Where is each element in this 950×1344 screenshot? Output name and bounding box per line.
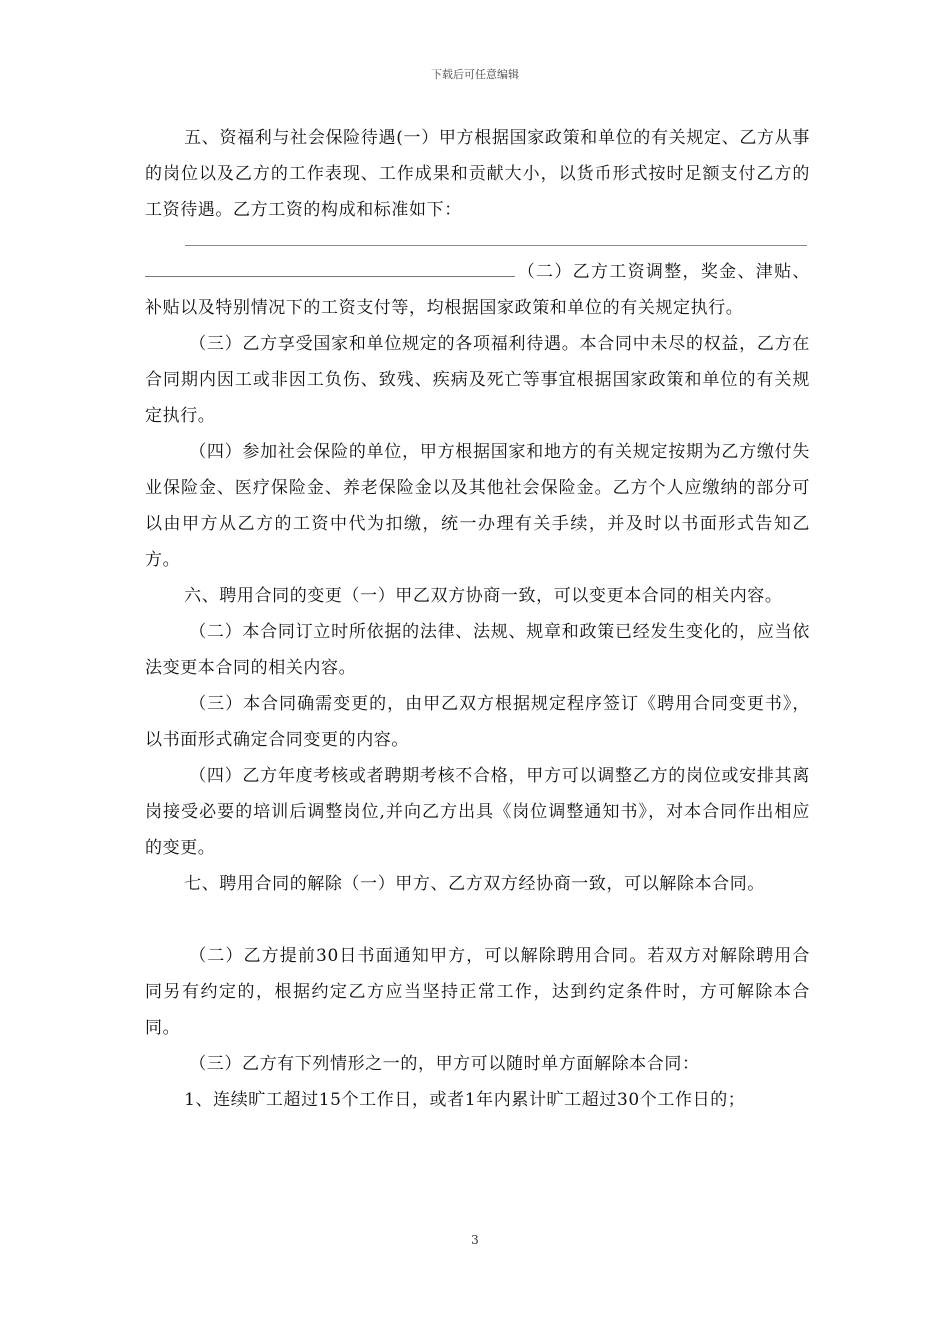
- paragraph-contract-termination: 七、聘用合同的解除（一）甲方、乙方双方经协商一致，可以解除本合同。: [184, 874, 765, 894]
- paragraph-change-procedure: （三）本合同确需变更的，由甲乙双方根据规定程序签订《聘用合同变更书》，以书面形式确定合同变更的内容。: [145, 694, 810, 750]
- document-body: [145, 120, 810, 1118]
- paragraph-law-change: （二）本合同订立时所依据的法律、法规、规章和政策已经发生变化的，应当依法变更本合同的相关内容。: [145, 622, 810, 678]
- fill-in-blank-line: [185, 244, 807, 246]
- paragraph-contract-change: 六、聘用合同的变更（一）甲乙双方协商一致，可以变更本合同的相关内容。: [184, 586, 783, 606]
- fill-in-blank-inline: [145, 262, 515, 277]
- paragraph-unilateral-termination: （三）乙方有下列情形之一的，甲方可以随时单方面解除本合同：: [189, 1054, 700, 1074]
- paragraph-wage-adjustment-text: （二）乙方工资调整，奖金、津贴、补贴以及特别情况下的工资支付等，均根据国家政策和单位的有关规定执行。: [145, 262, 810, 318]
- spacer: [145, 902, 810, 938]
- paragraph-social-insurance: （四）参加社会保险的单位，甲方根据国家和地方的有关规定按期为乙方缴付失业保险金、医疗保险金、养老保险金以及其他社会保险金。乙方个人应缴纳的部分可以由甲方从乙方的工资中代为扣缴，统一办理有关手续，并及时以书面形式告知乙方。: [145, 442, 810, 570]
- paragraph-notice-termination: （二）乙方提前30日书面通知甲方，可以解除聘用合同。若双方对解除聘用合同另有约定的，根据约定乙方应当坚持正常工作，达到约定条件时，方可解除本合同。: [145, 946, 810, 1038]
- page-header-note: 下载后可任意编辑: [431, 68, 519, 81]
- paragraph-welfare: （三）乙方享受国家和单位规定的各项福利待遇。本合同中未尽的权益，乙方在合同期内因工或非因工负伤、致残、疾病及死亡等事宜根据国家政策和单位的有关规定执行。: [145, 334, 810, 426]
- paragraph-wages: 五、资福利与社会保险待遇(一）甲方根据国家政策和单位的有关规定、乙方从事的岗位以及乙方的工作表现、工作成果和贡献大小，以货币形式按时足额支付乙方的工资待遇。乙方工资的构成和标准如下：: [145, 128, 810, 220]
- paragraph-assessment: （四）乙方年度考核或者聘期考核不合格，甲方可以调整乙方的岗位或安排其离岗接受必要的培训后调整岗位,并向乙方出具《岗位调整通知书》，对本合同作出相应的变更。: [145, 766, 810, 858]
- page-number: 3: [471, 1233, 479, 1247]
- list-item-absence: 1、连续旷工超过15个工作日，或者1年内累计旷工超过30个工作日的；: [184, 1090, 746, 1110]
- paragraph-wage-adjustment: [145, 254, 810, 326]
